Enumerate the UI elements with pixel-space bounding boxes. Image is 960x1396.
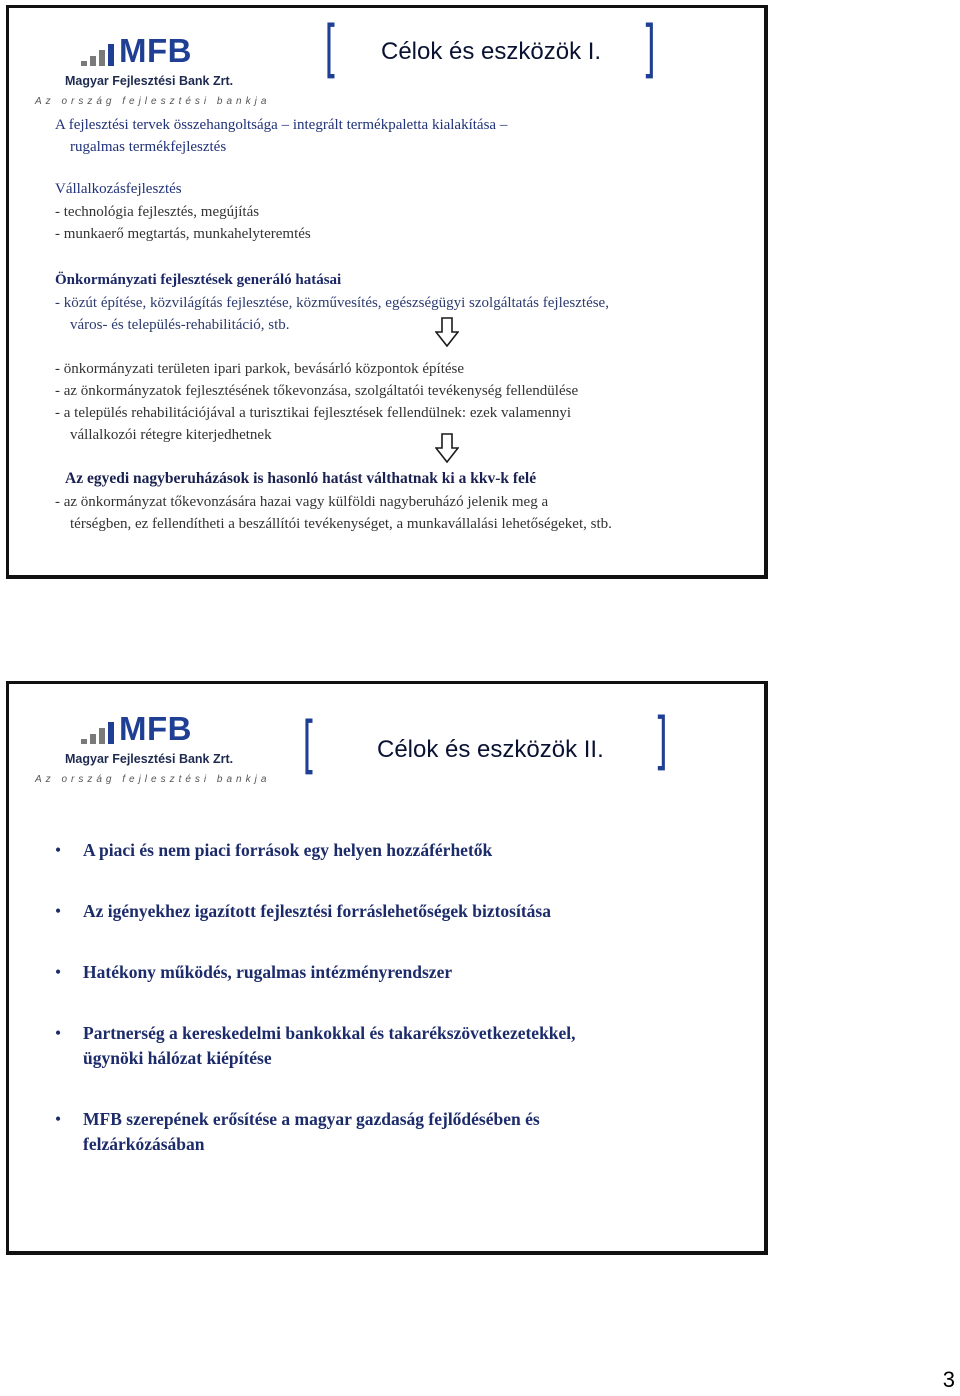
mfb-logo [35,702,271,785]
bullet-icon: • [55,840,62,860]
list-item: - önkormányzati területen ipari parkok, bevásárló központok építése [55,361,465,377]
mfb-logo [35,24,271,107]
section-4-list [55,358,578,446]
list-item: • MFB szerepének erősítése a magyar gazdaság fejlődésében és felzárkózásában [55,1109,540,1154]
logo-wordmark: MFB [119,710,192,747]
section-title-vallalkozasfejlesztes: Vállalkozásfejlesztés [55,181,182,197]
list-item: • Partnerség a kereskedelmi bankokkal és takarékszövetkezetekkel, ügynöki hálózat kiépítése [55,1023,576,1068]
bullet-icon: • [55,962,62,982]
slide-2-title: Célok és eszközök II. [377,736,604,763]
logo-bank-name: Magyar Fejlesztési Bank Zrt. [65,74,234,88]
bullet-icon: • [55,1023,62,1043]
bullet-list [55,838,735,1193]
bullet-icon: • [55,901,62,921]
right-bracket-icon: ] [642,12,656,85]
logo-wordmark: MFB [119,32,192,69]
section-3-list [55,292,609,336]
list-item: • Hatékony működés, rugalmas intézményrendszer [55,960,735,985]
slide-1 [6,5,768,579]
down-arrow-icon [435,433,459,463]
section-2-list [55,201,311,245]
list-item: város- és település-rehabilitáció, stb. [70,317,290,333]
list-item: vállalkozói rétegre kiterjedhetnek [70,427,272,443]
section-5-list [55,491,612,535]
bullet-icon: • [55,1109,62,1129]
section-title-nagyberuhazasok: Az egyedi nagyberuházások is hasonló hatást válthatnak ki a kkv-k felé [65,470,537,487]
logo-tagline: Az ország fejlesztési bankja [35,96,271,107]
left-bracket-icon: [ [302,708,316,781]
left-bracket-icon: [ [324,12,338,85]
list-item: - az önkormányzatok fejlesztésének tőkevonzása, szolgáltatói tevékenység fellendülése [55,383,579,399]
list-item: - technológia fejlesztés, megújítás [55,204,260,220]
list-item: • Az igényekhez igazított fejlesztési forráslehetőségek biztosítása [55,899,735,924]
list-item: • A piaci és nem piaci források egy helyen hozzáférhetők [55,838,735,863]
list-item: - közút építése, közvilágítás fejlesztése, közművesítés, egészségügyi szolgáltatás fejlesztése, [55,295,609,311]
logo-bars-icon [81,40,121,66]
list-item: térségben, ez fellendítheti a beszállítói tevékenységet, a munkavállalási lehetőségeket, stb. [70,516,612,532]
section-title-onkormanyzati: Önkormányzati fejlesztések generáló hatásai [55,272,342,288]
slide-2 [6,681,768,1255]
logo-tagline: Az ország fejlesztési bankja [35,774,271,785]
list-item: - az önkormányzat tőkevonzására hazai vagy külföldi nagyberuházó jelenik meg a [55,494,549,510]
page-number: 3 [942,1367,955,1392]
list-item: - munkaerő megtartás, munkahelyteremtés [55,226,311,242]
heading-1: A fejlesztési tervek összehangoltsága – integrált termékpaletta kialakítása – rugalmas termékfejlesztés [55,117,508,155]
slide-1-title: Célok és eszközök I. [381,38,602,65]
down-arrow-icon [435,317,459,347]
right-bracket-icon: ] [654,704,668,777]
logo-bank-name: Magyar Fejlesztési Bank Zrt. [65,752,234,766]
list-item: - a település rehabilitációjával a turisztikai fejlesztések fellendülnek: ezek valamennyi [55,405,572,421]
logo-bars-icon [81,718,121,744]
